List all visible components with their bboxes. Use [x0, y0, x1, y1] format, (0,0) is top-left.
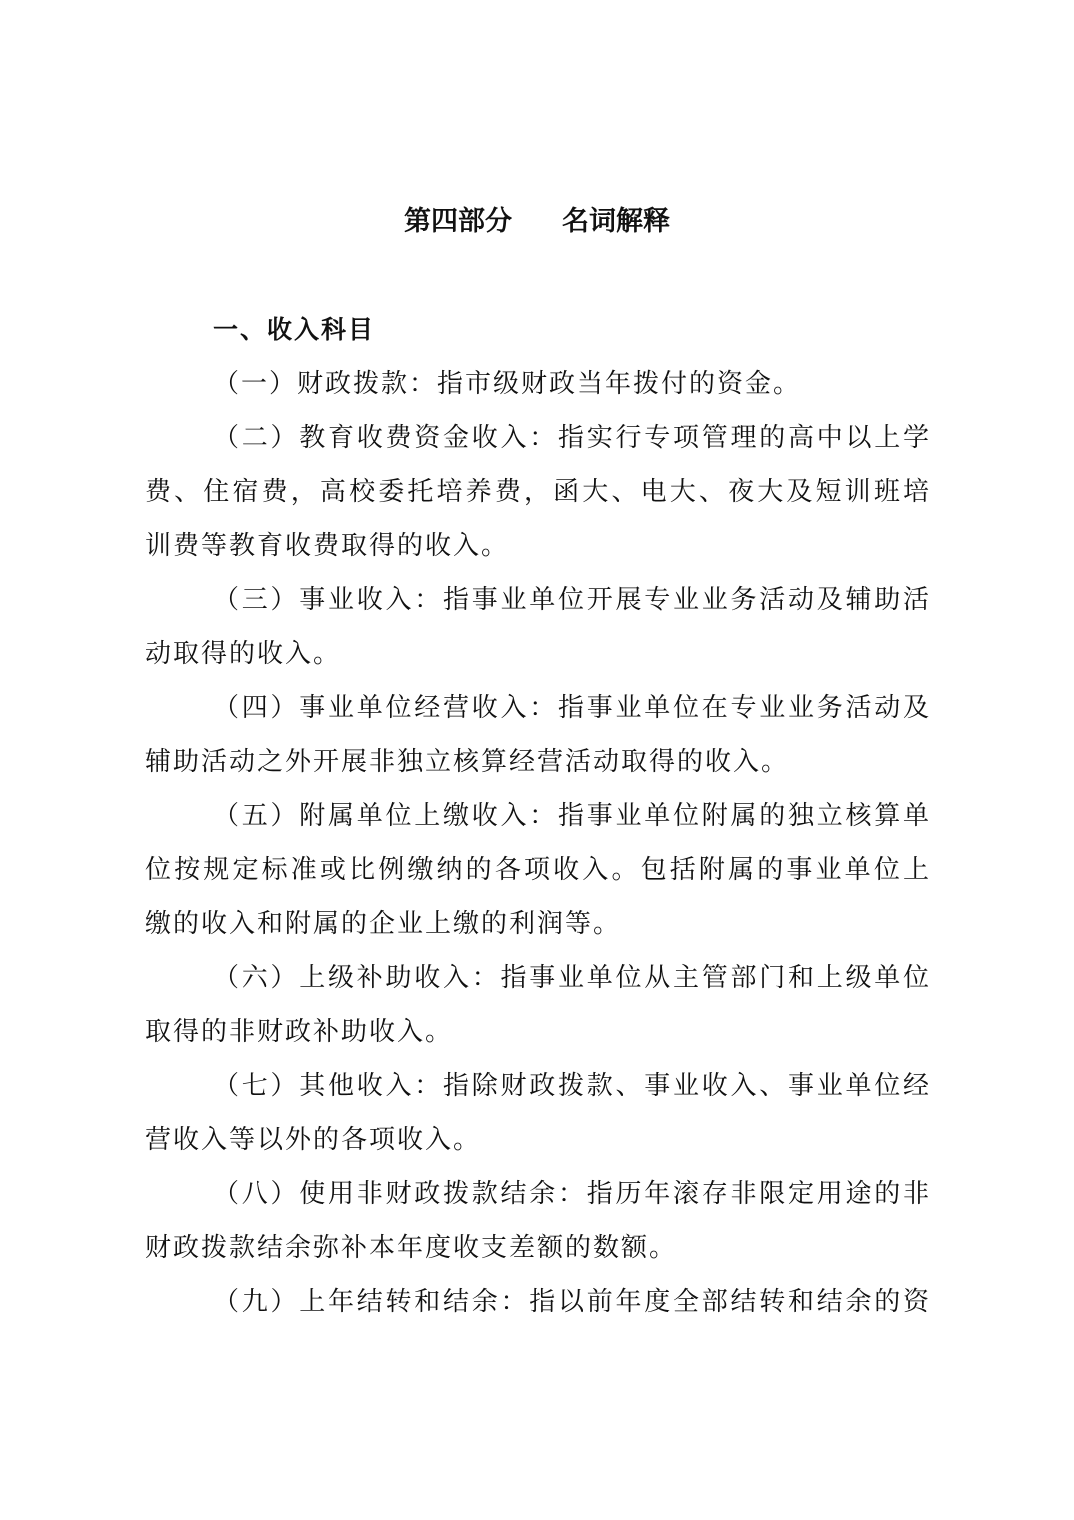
page-title	[0, 202, 1074, 242]
paragraph-line: 取得的非财政补助收入。	[145, 1017, 454, 1047]
paragraph-line: （八）使用非财政拨款结余：指历年滚存非限定用途的非	[213, 1179, 931, 1209]
paragraph-line: 位按规定标准或比例缴纳的各项收入。包括附属的事业单位上	[145, 855, 931, 885]
paragraph-line: 训费等教育收费取得的收入。	[145, 531, 510, 561]
paragraph-line: （九）上年结转和结余：指以前年度全部结转和结余的资	[213, 1287, 931, 1317]
paragraph-line: 营收入等以外的各项收入。	[145, 1125, 482, 1155]
title-name: 名词解释	[562, 206, 670, 237]
paragraph-line: （六）上级补助收入：指事业单位从主管部门和上级单位	[213, 963, 931, 993]
paragraph-line: 缴的收入和附属的企业上缴的利润等。	[145, 909, 622, 939]
paragraph-line: （三）事业收入：指事业单位开展专业业务活动及辅助活	[213, 585, 931, 615]
document-body	[145, 357, 931, 1329]
paragraph-line: 费、住宿费，高校委托培养费，函大、电大、夜大及短训班培	[145, 477, 931, 507]
title-part: 第四部分	[404, 206, 512, 237]
paragraph-line: （一）财政拨款：指市级财政当年拨付的资金。	[213, 369, 802, 399]
paragraph-line: （七）其他收入：指除财政拨款、事业收入、事业单位经	[213, 1071, 931, 1101]
section-heading: 一、收入科目	[213, 315, 376, 344]
paragraph-line: 辅助活动之外开展非独立核算经营活动取得的收入。	[145, 747, 790, 777]
paragraph-line: 动取得的收入。	[145, 639, 342, 669]
paragraph-line: （四）事业单位经营收入：指事业单位在专业业务活动及	[213, 693, 931, 723]
paragraph-line: （五）附属单位上缴收入：指事业单位附属的独立核算单	[213, 801, 931, 831]
paragraph-line: （二）教育收费资金收入：指实行专项管理的高中以上学	[213, 423, 931, 453]
paragraph-line: 财政拨款结余弥补本年度收支差额的数额。	[145, 1233, 678, 1263]
